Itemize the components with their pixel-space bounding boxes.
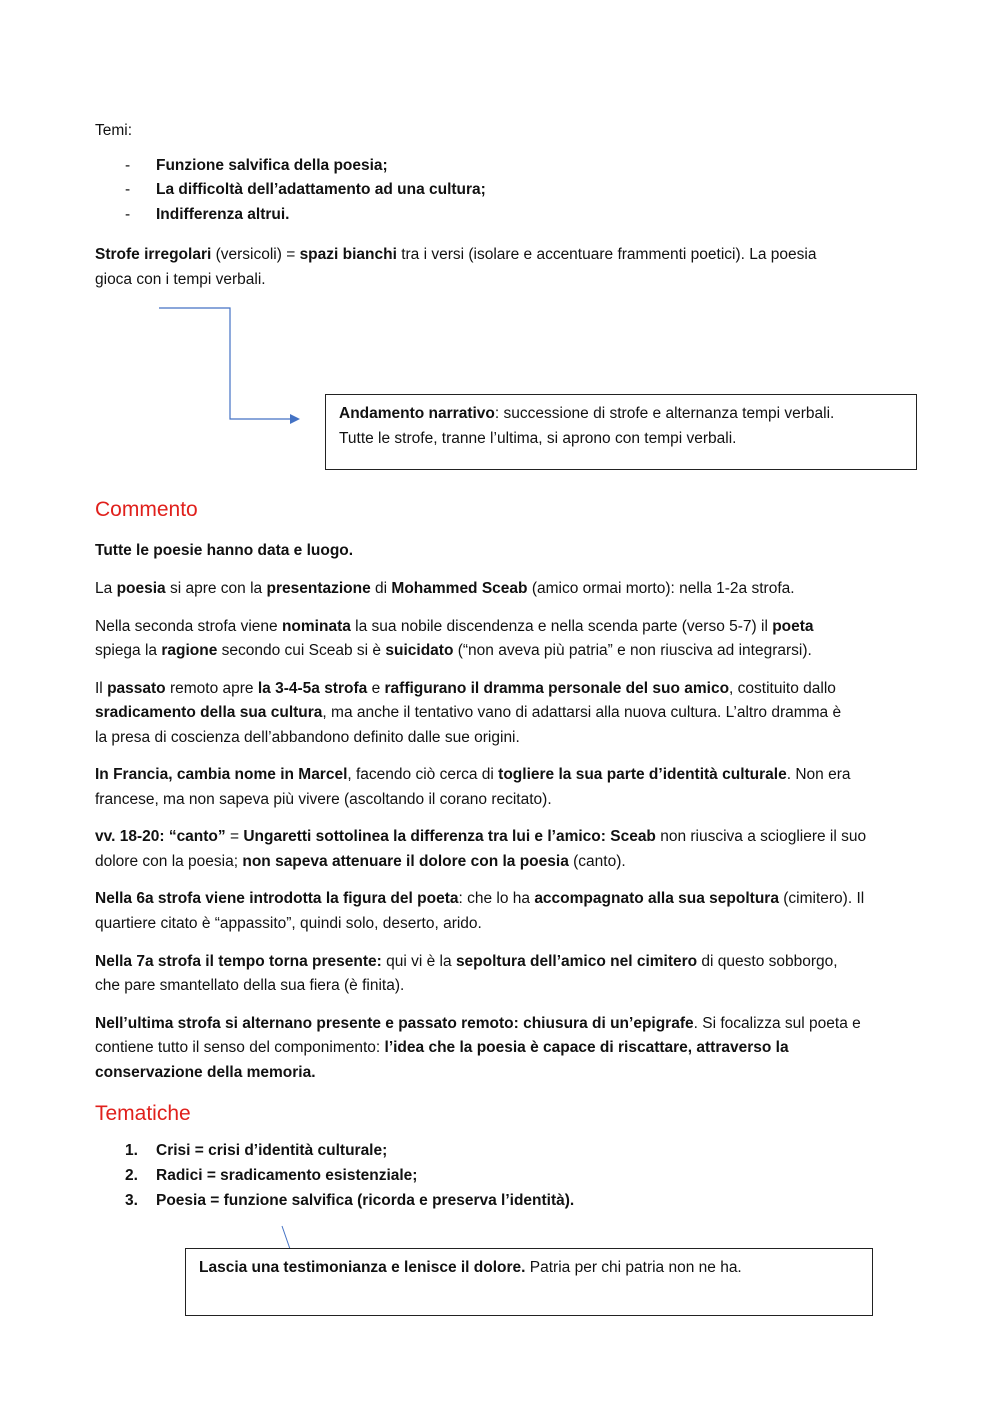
section-heading-tematiche: Tematiche (95, 1102, 191, 1125)
tematiche-number: 2. (125, 1167, 138, 1184)
commento-paragraph-4-line-1: Il passato remoto apre la 3-4-5a strofa e raffigurano il dramma personale del suo amico, costituito dallo (95, 680, 836, 697)
commento-paragraph-9-line-3: conservazione della memoria. (95, 1064, 316, 1081)
commento-paragraph-7-line-1: Nella 6a strofa viene introdotta la figura del poeta: che lo ha accompagnato alla sua sepoltura (cimitero). Il (95, 890, 865, 907)
commento-paragraph-4-line-3: la presa di coscienza dell’abbandono definito dalle sue origini. (95, 729, 520, 746)
commento-paragraph-2: La poesia si apre con la presentazione di Mohammed Sceab (amico ormai morto): nella 1-2a strofa. (95, 580, 795, 597)
narrative-note-line-2: Tutte le strofe, tranne l’ultima, si aprono con tempi verbali. (339, 430, 737, 447)
narrative-note-line-1: Andamento narrativo: successione di strofe e alternanza tempi verbali. (339, 405, 835, 422)
commento-paragraph-5-line-1: In Francia, cambia nome in Marcel, facendo ciò cerca di togliere la sua parte d’identità culturale. Non era (95, 766, 851, 783)
bullet-dash: - (125, 157, 131, 174)
narrative-note-box (325, 394, 917, 470)
commento-paragraph-6-line-2: dolore con la poesia; non sapeva attenuare il dolore con la poesia (canto). (95, 853, 626, 870)
commento-paragraph-3-line-2: spiega la ragione secondo cui Sceab si è suicidato (“non aveva più patria” e non riusciva ad integrarsi). (95, 642, 812, 659)
poetry-note-box (185, 1248, 873, 1316)
bullet-dash: - (125, 181, 131, 198)
commento-paragraph-8-line-1: Nella 7a strofa il tempo torna presente: qui vi è la sepoltura dell’amico nel cimitero di questo sobborgo, (95, 953, 838, 970)
tematiche-number: 3. (125, 1192, 138, 1209)
poetry-note-text: Lascia una testimonianza e lenisce il dolore. Patria per chi patria non ne ha. (199, 1259, 742, 1276)
temi-item-2: La difficoltà dell’adattamento ad una cultura; (156, 181, 486, 198)
commento-paragraph-9-line-1: Nell’ultima strofa si alternano presente e passato remoto: chiusura di un’epigrafe. Si focalizza sul poeta e (95, 1015, 861, 1032)
commento-paragraph-1: Tutte le poesie hanno data e luogo. (95, 542, 354, 559)
strofe-paragraph-line-1: Strofe irregolari (versicoli) = spazi bianchi tra i versi (isolare e accentuare frammenti poetici). La poesia (95, 246, 817, 263)
commento-paragraph-7-line-2: quartiere citato è “appassito”, quindi solo, deserto, arido. (95, 915, 482, 932)
section-heading-commento: Commento (95, 498, 198, 521)
tematiche-item-1: Crisi = crisi d’identità culturale; (156, 1142, 388, 1159)
commento-paragraph-9-line-2: contiene tutto il senso del componimento: l’idea che la poesia è capace di riscattare, attraverso la (95, 1039, 789, 1056)
commento-paragraph-4-line-2: sradicamento della sua cultura, ma anche il tentativo vano di adattarsi alla nuova cultura. L’altro dramma è (95, 704, 842, 721)
bullet-dash: - (125, 206, 131, 223)
connector-arrow (150, 300, 310, 430)
temi-item-3: Indifferenza altrui. (156, 206, 290, 223)
temi-item-1: Funzione salvifica della poesia; (156, 157, 388, 174)
commento-paragraph-8-line-2: che pare smantellato della sua fiera (è finita). (95, 977, 405, 994)
temi-label: Temi: (95, 122, 133, 139)
tematiche-item-2: Radici = sradicamento esistenziale; (156, 1167, 418, 1184)
commento-paragraph-6-line-1: vv. 18-20: “canto” = Ungaretti sottolinea la differenza tra lui e l’amico: Sceab non riusciva a sciogliere il suo (95, 828, 867, 845)
strofe-paragraph-line-2: gioca con i tempi verbali. (95, 271, 266, 288)
commento-paragraph-5-line-2: francese, ma non sapeva più vivere (ascoltando il corano recitato). (95, 791, 552, 808)
commento-paragraph-3-line-1: Nella seconda strofa viene nominata la sua nobile discendenza e nella scenda parte (verso 5-7) il poeta (95, 618, 814, 635)
tematiche-item-3: Poesia = funzione salvifica (ricorda e preserva l’identità). (156, 1192, 575, 1209)
tematiche-number: 1. (125, 1142, 138, 1159)
